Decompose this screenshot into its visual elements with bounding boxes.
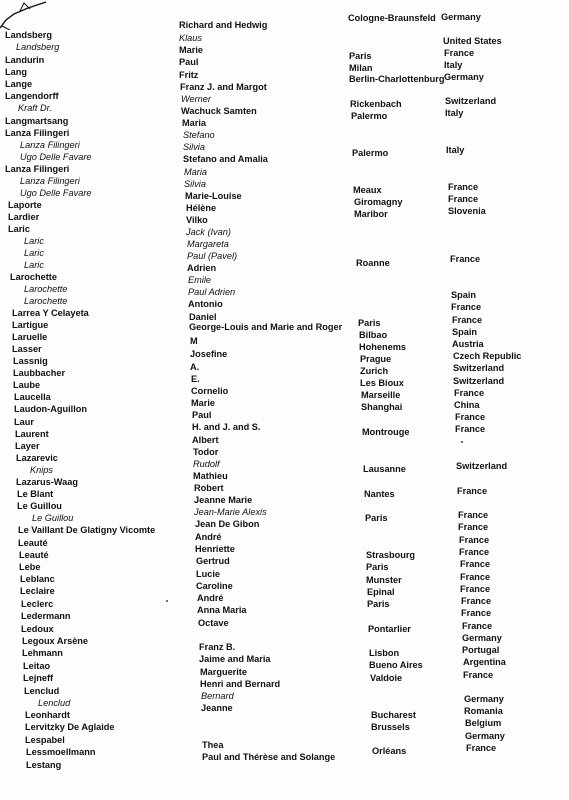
citie-entry: Bucharest: [371, 710, 416, 720]
countrie-entry: Czech Republic: [453, 351, 522, 361]
citie-entry: Meaux: [353, 185, 382, 195]
name-entry: Leauté: [18, 538, 48, 548]
firstname-entry: Richard and Hedwig: [179, 20, 268, 30]
firstname-entry: Anna Maria: [197, 605, 247, 615]
name-entry: Lanza Filingeri: [20, 140, 80, 150]
firstname-entry: Maria: [184, 167, 207, 177]
firstname-entry: Fritz: [179, 70, 199, 80]
name-entry: Larochette: [24, 284, 68, 294]
name-entry: Legoux Arsène: [22, 636, 89, 646]
firstname-entry: André: [195, 532, 222, 542]
citie-entry: Marseille: [361, 390, 401, 400]
countrie-entry: China: [454, 400, 480, 410]
name-entry: Le Guillou: [32, 513, 74, 523]
name-entry: Knips: [30, 465, 53, 475]
countrie-entry: Italy: [444, 60, 463, 70]
firstname-entry: Franz B.: [199, 642, 236, 652]
firstname-entry: Henri and Bernard: [200, 679, 281, 689]
name-entry: Ugo Delle Favare: [20, 152, 92, 162]
firstname-entry: H. and J. and S.: [192, 422, 261, 432]
name-entry: Landsberg: [16, 42, 60, 52]
firstname-entry: Silvia: [183, 142, 205, 152]
firstname-entry: Marguerite: [200, 667, 247, 677]
citie-entry: Maribor: [354, 209, 388, 219]
firstname-entry: Josefine: [190, 349, 228, 359]
citie-entry: Paris: [358, 318, 381, 328]
name-entry: Lazarus-Waag: [16, 477, 78, 487]
name-entry: Lange: [5, 79, 33, 89]
name-entry: Lasser: [12, 344, 42, 354]
name-entry: Leclerc: [21, 599, 54, 609]
name-entry: Lardier: [8, 212, 40, 222]
firstname-entry: Paul Adrien: [188, 287, 236, 297]
scan-corner-mark: [0, 0, 80, 30]
firstname-entry: Antonio: [188, 299, 223, 309]
firstname-entry: Gertrud: [196, 556, 230, 566]
name-entry: Laurent: [15, 429, 49, 439]
countrie-entry: France: [450, 254, 481, 264]
name-entry: Lang: [5, 67, 27, 77]
countrie-entry: France: [448, 182, 479, 192]
citie-entry: Brussels: [371, 722, 410, 732]
name-entry: Layer: [15, 441, 40, 451]
name-entry: Leauté: [19, 550, 49, 560]
name-entry: Ledoux: [21, 624, 54, 634]
name-entry: Laric: [24, 260, 44, 270]
name-entry: Leblanc: [20, 574, 55, 584]
name-entry: Laucella: [14, 392, 51, 402]
name-entry: Kraft Dr.: [18, 103, 52, 113]
firstname-entry: Lucie: [196, 569, 220, 579]
citie-entry: Orléans: [372, 746, 407, 756]
countrie-entry: France: [459, 535, 490, 545]
countrie-entry: France: [444, 48, 475, 58]
countrie-entry: France: [461, 608, 492, 618]
countrie-entry: Switzerland: [453, 376, 505, 386]
name-entry: Lanza Filingeri: [5, 164, 70, 174]
name-entry: Lervitzky De Aglaide: [25, 722, 115, 732]
countrie-entry: Portugal: [462, 645, 500, 655]
citie-entry: Lisbon: [369, 648, 400, 658]
firstname-entry: Jean-Marie Alexis: [194, 507, 267, 517]
firstname-entry: Cornelio: [191, 386, 229, 396]
countrie-entry: France: [454, 388, 485, 398]
citie-entry: Hohenems: [359, 342, 406, 352]
name-entry: Lanza Filingeri: [5, 128, 70, 138]
firstname-entry: Werner: [181, 94, 211, 104]
citie-entry: Bueno Aires: [369, 660, 423, 670]
scan-speck: [461, 441, 463, 443]
countrie-entry: France: [462, 621, 493, 631]
firstname-entry: Daniel: [189, 312, 217, 322]
name-entry: Laporte: [8, 200, 42, 210]
firstname-entry: Paul: [179, 57, 199, 67]
firstname-entry: Albert: [192, 435, 219, 445]
firstname-entry: Octave: [198, 618, 229, 628]
citie-entry: Zurich: [360, 366, 389, 376]
countrie-entry: France: [461, 596, 492, 606]
countrie-entry: France: [458, 522, 489, 532]
citie-entry: Bilbao: [359, 330, 388, 340]
name-entry: Laric: [24, 248, 44, 258]
citie-entry: Milan: [349, 63, 373, 73]
countrie-entry: Germany: [464, 694, 504, 704]
citie-entry: Lausanne: [363, 464, 406, 474]
name-entry: Laubbacher: [13, 368, 66, 378]
countrie-entry: France: [452, 315, 483, 325]
countrie-entry: Spain: [452, 327, 478, 337]
name-entry: Ugo Delle Favare: [20, 188, 92, 198]
citie-entry: Paris: [349, 51, 372, 61]
citie-entry: Paris: [366, 562, 389, 572]
name-entry: Lazarevic: [16, 453, 58, 463]
name-entry: Le Blant: [17, 489, 54, 499]
firstname-entry: Henriette: [195, 544, 235, 554]
countrie-entry: Austria: [452, 339, 484, 349]
name-entry: Lenclud: [38, 698, 71, 708]
countrie-entry: France: [466, 743, 497, 753]
firstname-entry: André: [197, 593, 224, 603]
countrie-entry: France: [463, 670, 494, 680]
countrie-entry: Belgium: [465, 718, 502, 728]
citie-entry: Valdoie: [370, 673, 403, 683]
citie-entry: Pontarlier: [368, 624, 411, 634]
name-entry: Ledermann: [21, 611, 71, 621]
citie-entry: Palermo: [351, 111, 388, 121]
firstname-entry: Jean De Gibon: [195, 519, 260, 529]
countrie-entry: France: [460, 572, 491, 582]
countrie-entry: Slovenia: [448, 206, 486, 216]
name-entry: Langmartsang: [5, 116, 69, 126]
name-entry: Laric: [8, 224, 30, 234]
firstname-entry: A.: [190, 362, 200, 372]
countrie-entry: Switzerland: [445, 96, 497, 106]
name-entry: Landsberg: [5, 30, 52, 40]
countrie-entry: Germany: [465, 731, 505, 741]
name-entry: Laube: [13, 380, 41, 390]
countrie-entry: France: [460, 559, 491, 569]
firstname-entry: Rudolf: [193, 459, 220, 469]
citie-entry: Les Bioux: [360, 378, 404, 388]
firstname-entry: Thea: [202, 740, 224, 750]
firstname-entry: Maria: [182, 118, 207, 128]
name-entry: Larochette: [24, 296, 68, 306]
countrie-entry: Switzerland: [453, 363, 505, 373]
scan-speck: [166, 600, 168, 602]
name-entry: Laruelle: [12, 332, 48, 342]
citie-entry: Paris: [367, 599, 390, 609]
firstname-entry: Marie-Louise: [185, 191, 242, 201]
firstname-entry: Jack (Ivan): [186, 227, 231, 237]
name-entry: Laudon-Aguillon: [14, 404, 87, 414]
firstname-entry: Silvia: [184, 179, 206, 189]
name-entry: Leonhardt: [25, 710, 70, 720]
countrie-entry: Germany: [444, 72, 484, 82]
countrie-entry: France: [458, 510, 489, 520]
firstname-entry: Todor: [193, 447, 219, 457]
name-entry: Larrea Y Celayeta: [12, 308, 89, 318]
citie-entry: Cologne-Braunsfeld: [348, 13, 436, 23]
citie-entry: Nantes: [364, 489, 395, 499]
firstname-entry: Stefano: [183, 130, 215, 140]
firstname-entry: Margareta: [187, 239, 229, 249]
citie-entry: Strasbourg: [366, 550, 416, 560]
firstname-entry: Jeanne: [201, 703, 233, 713]
countrie-entry: Germany: [462, 633, 502, 643]
citie-entry: Roanne: [356, 258, 390, 268]
citie-entry: Munster: [366, 575, 402, 585]
firstname-entry: Robert: [194, 483, 224, 493]
name-entry: Le Vaillant De Glatigny Vicomte: [18, 525, 156, 535]
firstname-entry: Marie: [179, 45, 204, 55]
firstname-entry: Franz J. and Margot: [180, 82, 267, 92]
citie-entry: Shanghai: [361, 402, 403, 412]
name-entry: Le Guillou: [17, 501, 62, 511]
countrie-entry: Italy: [446, 145, 465, 155]
firstname-entry: Jaime and Maria: [199, 654, 271, 664]
countrie-entry: Spain: [451, 290, 477, 300]
name-entry: Langendorff: [5, 91, 59, 101]
countrie-entry: France: [451, 302, 482, 312]
countrie-entry: Switzerland: [456, 461, 508, 471]
name-entry: Lanza Filingeri: [20, 176, 80, 186]
name-entry: Leclaire: [20, 586, 55, 596]
countrie-entry: France: [455, 424, 486, 434]
countrie-entry: France: [460, 584, 491, 594]
firstname-entry: Mathieu: [193, 471, 228, 481]
countrie-entry: United States: [443, 36, 502, 46]
firstname-entry: Paul: [192, 410, 212, 420]
name-entry: Lespabel: [25, 735, 65, 745]
firstname-entry: Bernard: [201, 691, 234, 701]
firstname-entry: Paul (Pavel): [187, 251, 238, 261]
firstname-entry: Emile: [188, 275, 211, 285]
name-entry: Larochette: [10, 272, 57, 282]
countrie-entry: France: [448, 194, 479, 204]
firstname-entry: Klaus: [179, 33, 202, 43]
firstname-entry: George-Louis and Marie and Roger: [189, 322, 343, 332]
citie-entry: Rickenbach: [350, 99, 402, 109]
name-entry: Laur: [14, 417, 34, 427]
firstname-entry: Wachuck Samten: [181, 106, 257, 116]
firstname-entry: Adrien: [187, 263, 217, 273]
countrie-entry: Romania: [464, 706, 503, 716]
firstname-entry: M: [190, 336, 198, 346]
name-entry: Lessmoellmann: [26, 747, 96, 757]
citie-entry: Giromagny: [354, 197, 403, 207]
firstname-entry: E.: [191, 374, 200, 384]
countrie-entry: France: [457, 486, 488, 496]
name-entry: Lenclud: [24, 686, 60, 696]
citie-entry: Montrouge: [362, 427, 410, 437]
countrie-entry: France: [455, 412, 486, 422]
citie-entry: Prague: [360, 354, 392, 364]
name-entry: Lehmann: [22, 648, 63, 658]
citie-entry: Berlin-Charlottenburg: [349, 74, 445, 84]
citie-entry: Paris: [365, 513, 388, 523]
countrie-entry: Germany: [441, 12, 481, 22]
firstname-entry: Jeanne Marie: [194, 495, 253, 505]
firstname-entry: Caroline: [196, 581, 233, 591]
countrie-entry: France: [459, 547, 490, 557]
firstname-entry: Stefano and Amalia: [183, 154, 268, 164]
name-entry: Lestang: [26, 760, 62, 770]
countrie-entry: Argentina: [463, 657, 506, 667]
name-entry: Lassnig: [13, 356, 48, 366]
name-entry: Lartigue: [12, 320, 49, 330]
citie-entry: Epinal: [367, 587, 395, 597]
name-entry: Lejneff: [23, 673, 54, 683]
firstname-entry: Hélène: [186, 203, 217, 213]
name-entry: Landurin: [5, 55, 45, 65]
firstname-entry: Paul and Thérèse and Solange: [202, 752, 336, 762]
firstname-entry: Vilko: [186, 215, 208, 225]
name-entry: Leitao: [23, 661, 51, 671]
name-entry: Lebe: [19, 562, 41, 572]
firstname-entry: Marie: [191, 398, 216, 408]
citie-entry: Palermo: [352, 148, 389, 158]
name-entry: Laric: [24, 236, 44, 246]
countrie-entry: Italy: [445, 108, 464, 118]
